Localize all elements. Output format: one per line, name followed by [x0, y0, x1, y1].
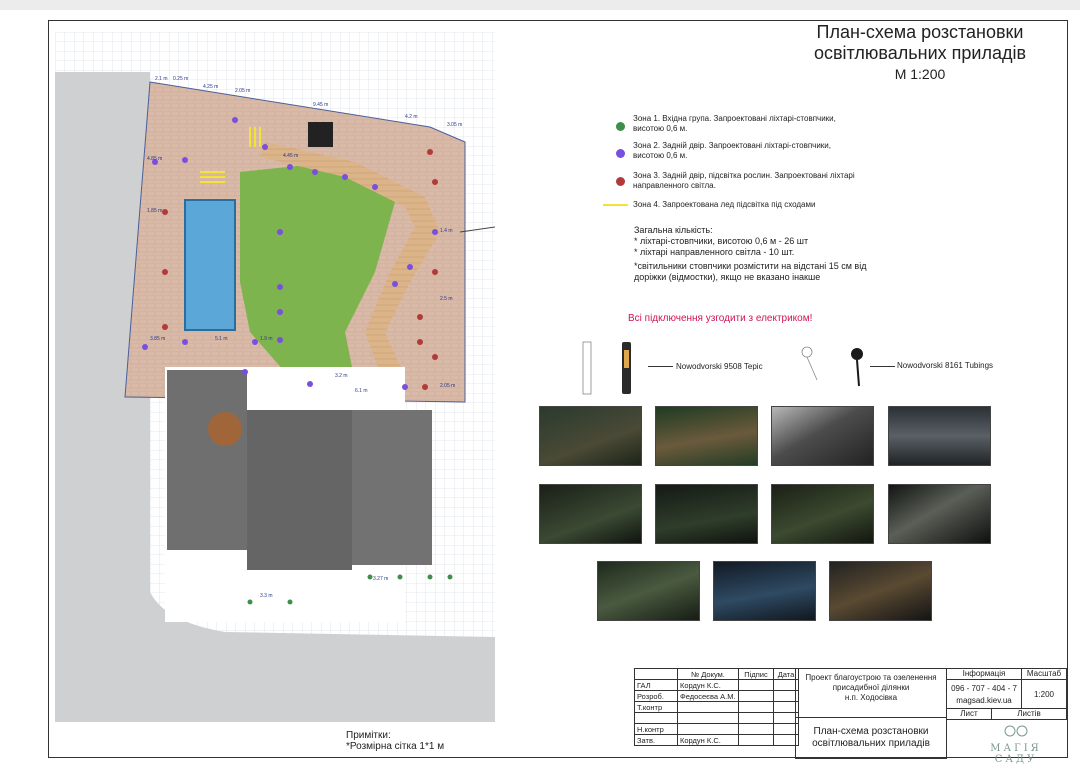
stamp-ncontrol: Н.контр	[635, 724, 678, 735]
zone2-marker	[616, 149, 625, 158]
house-roof-right	[352, 410, 432, 565]
stamp-cell-empty	[739, 713, 774, 724]
dim-17: 2.05 m	[440, 383, 456, 389]
stamp-cell-empty	[678, 713, 739, 724]
dim-6: 4.2 m	[405, 114, 418, 120]
house-roof-left	[167, 370, 247, 550]
fixture2-label: Nowodvorski 8161 Tubings	[897, 361, 994, 370]
dim-20: 4.85 m	[147, 156, 163, 162]
dim-4: 2.05 m	[235, 88, 251, 94]
electrician-warning: Всі підключення узгодити з електриком!	[628, 313, 813, 324]
reference-photo-2	[655, 406, 758, 466]
reference-photo-6	[655, 484, 758, 544]
dim-13: 3.2 m	[335, 373, 348, 379]
stamp-tcontrol: Т.контр	[635, 702, 678, 713]
notes-grid: *Розмірна сітка 1*1 м	[346, 741, 445, 752]
reference-photo-10	[713, 561, 816, 621]
site-plan-drawing	[55, 32, 495, 722]
dim-7: 3.05 m	[447, 122, 463, 128]
stamp-phone: 096 - 707 - 404 - 7	[951, 684, 1017, 693]
stamp-developed-name: Федосеєва А.М.	[678, 691, 739, 702]
totals-heading: Загальна кількість:	[634, 225, 713, 235]
dim-5: 9.45 m	[313, 102, 329, 108]
dim-8: 4.45 m	[283, 153, 299, 159]
notes-block	[346, 730, 444, 752]
stamp-place: н.п. Ходосівка	[844, 693, 898, 702]
logo-tree-icon	[996, 724, 1036, 738]
fixture1-leader	[648, 366, 673, 367]
stamp-gal-name: Кордун К.С.	[678, 680, 739, 691]
stamp-approved: Затв.	[635, 735, 678, 746]
stamp-cell-empty	[739, 735, 774, 746]
stamp-cell-empty	[739, 702, 774, 713]
stamp-header-date: Дата	[774, 669, 799, 680]
stamp-scale-label: Масштаб	[1021, 668, 1067, 680]
stamp-cell-empty	[635, 713, 678, 724]
stamp-project	[795, 668, 947, 718]
legend-zone1: Зона 1. Вхідна група. Запроектовані ліхтарі-стовпчики, висотою 0,6 м.	[633, 114, 836, 133]
legend-zone3: Зона 3. Задній двір, підсвітка рослин. Запроектовані ліхтарі направленного світла.	[633, 171, 855, 190]
totals-line2: * ліхтарі направленного світла - 10 шт.	[634, 247, 795, 257]
stamp-developed: Розроб.	[635, 691, 678, 702]
dim-9: 1.85 m	[147, 208, 163, 214]
fixture1-label: Nowodvorski 9508 Tepic	[676, 362, 763, 371]
dim-3: 4.25 m	[203, 84, 219, 90]
title-block-signatures	[634, 668, 799, 746]
logo-text: МАГІЯ САДУ	[990, 743, 1042, 765]
reference-photo-8	[888, 484, 991, 544]
umbrella	[208, 412, 242, 446]
legend-zone2: Зона 2. Задній двір. Запроектовані ліхтарі-стовпчики, висотою 0,6 м.	[633, 141, 831, 160]
stamp-cell-empty	[678, 724, 739, 735]
notes-heading: Примітки:	[346, 730, 391, 741]
stamp-sheet-title-2: освітлювальних приладів	[812, 738, 930, 749]
dim-10: 3.85 m	[150, 336, 166, 342]
totals-line1: * ліхтарі-стовпчики, висотою 0,6 м - 26 шт	[634, 236, 809, 246]
stamp-project-name: Проект благоустрою та озеленення присадибної ділянки	[805, 673, 937, 692]
dim-18: 6.1 m	[355, 388, 368, 394]
dim-2: 0.25 m	[173, 76, 189, 82]
zone3-marker	[616, 177, 625, 186]
reference-photo-1	[539, 406, 642, 466]
zone1-marker	[616, 122, 625, 131]
stamp-gal: ГАЛ	[635, 680, 678, 691]
dim-14: 3.3 m	[260, 593, 273, 599]
stamp-sheet-title	[795, 717, 947, 759]
stamp-scale-value: 1:200	[1021, 679, 1067, 709]
reference-photo-3	[771, 406, 874, 466]
fixture2-leader	[870, 366, 895, 367]
stamp-cell-empty	[635, 669, 678, 680]
reference-photo-11	[829, 561, 932, 621]
stamp-sheets-label: Листів	[991, 708, 1067, 720]
drawing-title	[770, 22, 1070, 85]
reference-photo-7	[771, 484, 874, 544]
reference-photo-4	[888, 406, 991, 466]
title-line-2: освітлювальних приладів	[813, 43, 1027, 63]
stamp-info-label: Інформація	[946, 668, 1022, 680]
dim-16: 2.5 m	[440, 296, 453, 302]
totals-block	[634, 225, 914, 283]
company-logo	[966, 724, 1066, 765]
zone4-marker	[603, 204, 628, 206]
reference-photo-5	[539, 484, 642, 544]
dim-1: 2.1 m	[155, 76, 168, 82]
stamp-cell-empty	[739, 724, 774, 735]
legend-zone4: Зона 4. Запроектована лед підсвітка під сходами	[633, 200, 816, 209]
stamp-sheet-title-1: План-схема розстановки	[813, 726, 929, 737]
stamp-cell-empty	[678, 702, 739, 713]
stamp-header-sign: Підпис	[739, 669, 774, 680]
pool	[185, 200, 235, 330]
stamp-cell-empty	[739, 680, 774, 691]
fire-pit	[308, 122, 333, 147]
stamp-approved-name: Кордун К.С.	[678, 735, 739, 746]
dim-19: 1.4 m	[440, 228, 453, 234]
site-plan	[55, 32, 495, 722]
reference-photo-9	[597, 561, 700, 621]
stamp-site: magsad.kiev.ua	[956, 696, 1012, 705]
bollard-fixture-image	[577, 338, 647, 398]
spot-fixture-image	[795, 340, 875, 390]
title-line-1: План-схема розстановки	[816, 22, 1024, 42]
totals-note: *світильники стовпчики розмістити на відстані 15 см від доріжки (відмостки), якщо не вказано інакше	[634, 261, 867, 282]
title-scale: М 1:200	[894, 66, 946, 82]
dim-12: 1.9 m	[260, 336, 273, 342]
stamp-header-doc: № Докум.	[678, 669, 739, 680]
dim-15: 3.27 m	[373, 576, 389, 582]
house-roof-middle	[247, 410, 352, 570]
stamp-contacts	[946, 679, 1022, 709]
stamp-cell-empty	[739, 691, 774, 702]
dim-11: 5.1 m	[215, 336, 228, 342]
stamp-sheet-label: Лист	[946, 708, 992, 720]
